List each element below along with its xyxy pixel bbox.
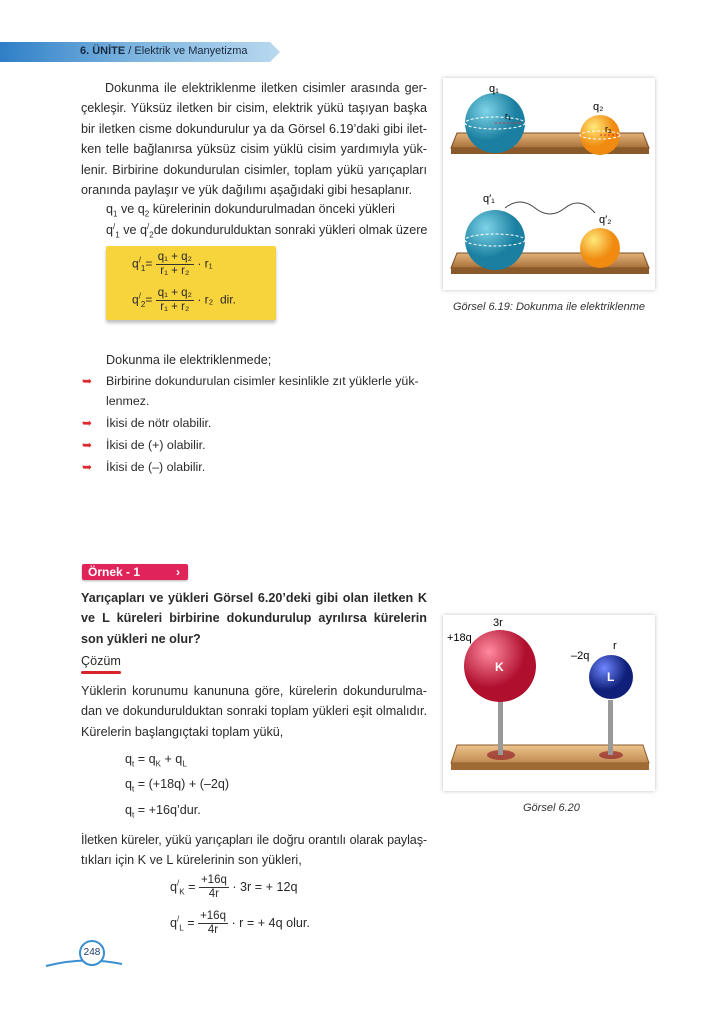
figure-6-20-caption: Görsel 6.20 — [523, 802, 580, 814]
equation-2: $q_t = (+18q) + (-2q)$ — [125, 777, 230, 794]
label-q2: q₂ — [593, 101, 604, 113]
label-qL: –2q — [571, 650, 590, 662]
label-rK: 3r — [493, 617, 503, 629]
list-item: ➥ İkisi de nötr olabilir. — [82, 416, 212, 430]
formula-q1-prime: $q^/_1=$ $\frac{\text{q₁ + q₂}}{\text{r₁ + r₂}}$ · r₁ — [132, 251, 213, 277]
unit-title: / Elektrik ve Manyetizma — [128, 45, 248, 57]
text-line: Yüklerin korunumu kanununa göre, kürelerin dokundurulma- — [81, 684, 427, 698]
formula-qL: $q^/_L$ = $\frac{+16q}{4r}$ · r = + 4q olur. — [170, 910, 310, 936]
figure-6-20 — [443, 615, 655, 791]
text-line: ve L küreleri birbirine dokundurulup ayrılırsa kürelerin — [81, 611, 427, 626]
chevron-right-icon: › — [176, 565, 180, 579]
text-line: dan ve dokundurulduktan sonraki toplam yükleri eşit olmalıdır. — [81, 704, 427, 719]
text-line: İletken küreler, yükü yarıçapları ile doğru orantılı olarak paylaş- — [81, 833, 427, 847]
unit-number: 6. ÜNİTE — [80, 45, 126, 57]
label-q1: q₁ — [489, 83, 499, 95]
definition-line-2: $q^/_1$ ve $q^/_2de$ dokundurulduktan sonraki yükleri olmak üzere — [106, 222, 428, 240]
intro-paragraph — [81, 78, 427, 200]
text-line: bir iletken cisme dokundurulur ya da Görsel 6.19’daki gibi ilet- — [81, 121, 427, 136]
list-item: ➥ Birbirine dokundurulan cisimler kesinlikle zıt yüklerle yük- — [82, 374, 419, 388]
text-line: lenir. Birbirine dokundurulan cisimler, toplam yükü yarıçapları — [81, 162, 427, 177]
solution-label: Çözüm — [81, 654, 121, 668]
arrow-bullet-icon: ➥ — [82, 438, 93, 452]
formula-qK: $q^/_K$ = $\frac{+16q}{4r}$ · 3r = + 12q — [170, 874, 298, 900]
label-q2-prime: q′₂ — [599, 214, 612, 226]
list-item: ➥ İkisi de (+) olabilir. — [82, 438, 206, 452]
unit-header — [80, 45, 248, 57]
text-line: Dokunma ile elektriklenme iletken cisimler arasında ger- — [105, 81, 427, 95]
text-line: Yarıçapları ve yükleri Görsel 6.20’deki gibi olan iletken K — [81, 591, 427, 605]
arrow-bullet-icon: ➥ — [82, 460, 93, 474]
equation-1: $q_t = q_K + q_L$ — [125, 752, 187, 769]
example-question — [81, 588, 427, 649]
text-line: son yükleri ne olur? — [81, 631, 201, 646]
figure-6-19 — [443, 78, 655, 290]
equation-3: $q_t$ = +16q’dur. — [125, 803, 201, 820]
label-r1: r₁ — [505, 111, 512, 121]
formula-q2-prime: $q^/_2=$ $\frac{\text{q₁ + q₂}}{\text{r₁ + r₂}}$ · r₂ dir. — [132, 287, 236, 313]
solution-underline — [81, 671, 121, 674]
list-item-continued: lenmez. — [106, 394, 150, 408]
arrow-bullet-icon: ➥ — [82, 416, 93, 430]
label-q1-prime: q′₁ — [483, 193, 495, 205]
connecting-wire — [505, 202, 595, 214]
conclusion-paragraph — [81, 830, 427, 871]
label-L: L — [607, 670, 615, 684]
label-rL: r — [613, 640, 617, 652]
example-badge: Örnek - 1 › — [82, 564, 188, 580]
label-qK: +18q — [447, 632, 472, 644]
bullets-intro: Dokunma ile elektriklenmede; — [106, 353, 272, 367]
spheres-K-L-illustration — [443, 615, 655, 791]
label-r2: r₂ — [605, 124, 612, 134]
page-number: 248 — [83, 947, 101, 958]
label-K: K — [495, 660, 504, 674]
text-line: çekleşir. Yüksüz iletken bir cisim, elektrik yükü taşıyan başka — [81, 101, 427, 116]
touch-electrification-illustration — [443, 78, 655, 290]
solution-paragraph — [81, 681, 427, 742]
definition-line-1: $q_1$ ve $q_2$ kürelerinin dokundurulmadan önceki yükleri — [106, 202, 395, 219]
text-line: oranında paylaşır ve yük dağılımı aşağıdaki gibi hesaplanır. — [81, 182, 413, 197]
text-line: tıkları için K ve L kürelerinin son yükleri, — [81, 853, 302, 868]
list-item: ➥ İkisi de (–) olabilir. — [82, 460, 206, 474]
text-line: ken telle bağlanırsa yüksüz cisim yüklü cisim yardımıyla yük- — [81, 142, 427, 157]
figure-6-19-caption: Görsel 6.19: Dokunma ile elektriklenme — [453, 301, 645, 313]
text-line: Kürelerin başlangıçtaki toplam yükü, — [81, 724, 284, 739]
arrow-bullet-icon: ➥ — [82, 374, 93, 388]
